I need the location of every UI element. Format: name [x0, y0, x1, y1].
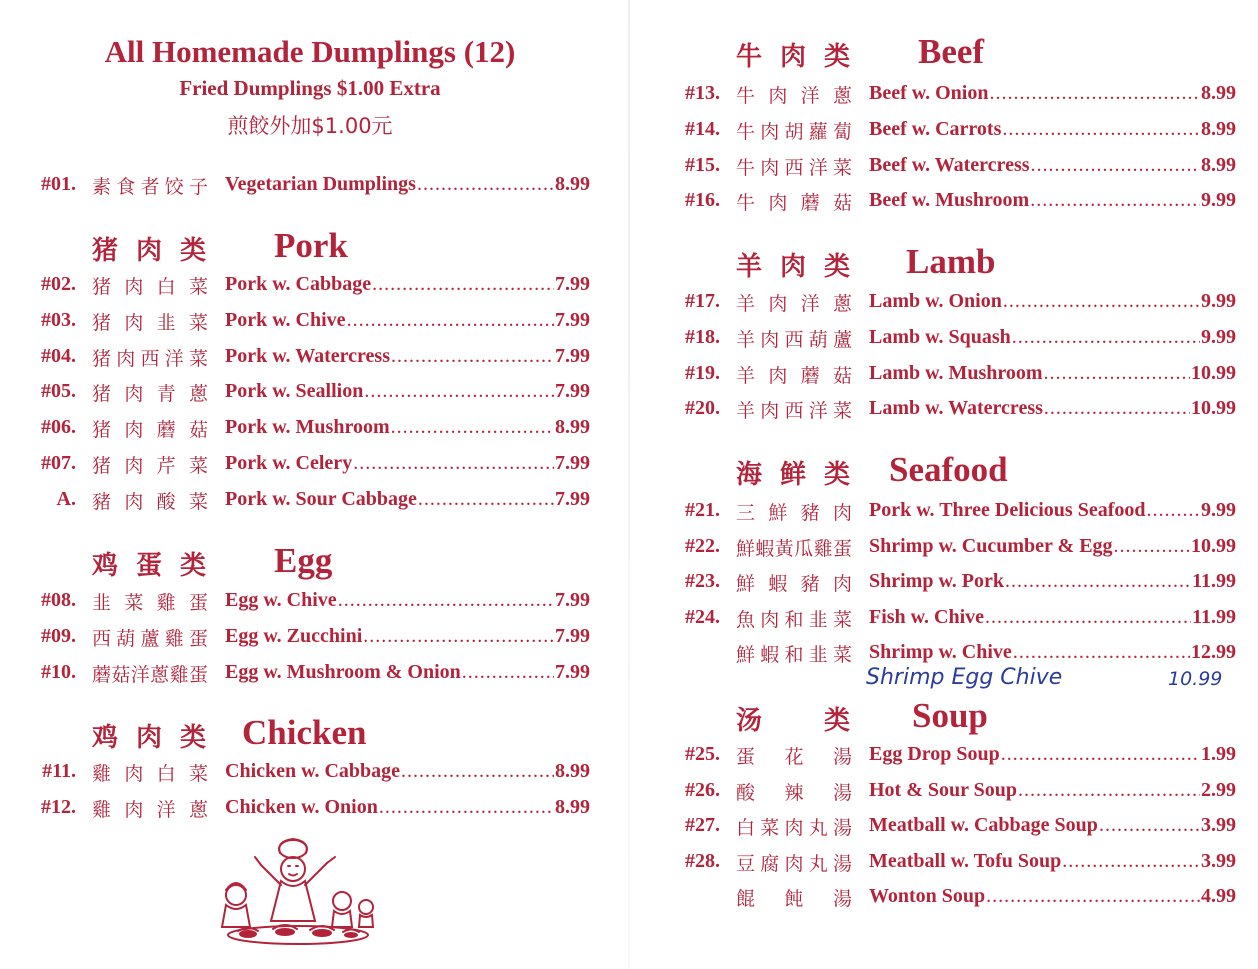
dot-leader: [1044, 397, 1190, 420]
menu-item: [30, 758, 590, 788]
item-price: 8.99: [1201, 82, 1236, 104]
item-chinese-name: 魚 肉 和 韭 菜: [736, 608, 852, 631]
item-english-name: Meatball w. Cabbage Soup: [869, 814, 1098, 837]
item-price: 7.99: [555, 624, 590, 647]
menu-item: [674, 848, 1236, 878]
item-english-name: Chicken w. Cabbage: [225, 760, 401, 782]
item-number: #06.: [41, 416, 76, 439]
menu-item: [30, 486, 590, 516]
menu-item: [674, 360, 1236, 390]
item-line: [869, 189, 1236, 212]
menu-item: [30, 414, 590, 444]
item-chinese-name: 酸 辣 湯: [736, 781, 852, 804]
item-number: A.: [56, 487, 76, 510]
item-english-name: Vegetarian Dumplings: [225, 173, 416, 195]
item-price: 11.99: [1192, 570, 1236, 593]
item-chinese-name: 素 食 者 饺 子: [92, 176, 208, 198]
item-price: 10.99: [1191, 534, 1236, 557]
item-line: [225, 625, 590, 648]
item-english-name: Beef w. Carrots: [869, 117, 1002, 140]
dot-leader: [1018, 779, 1200, 802]
item-number: #11.: [42, 760, 76, 782]
item-line: [869, 570, 1236, 593]
item-price: 9.99: [1201, 290, 1236, 312]
item-english-name: Pork w. Celery: [225, 452, 353, 474]
dot-leader: [1031, 154, 1200, 177]
menu-item: [674, 604, 1236, 634]
item-english-name: Pork w. Three Delicious Seafood: [869, 499, 1146, 521]
item-line: [225, 488, 590, 511]
item-line: [225, 589, 590, 612]
section-egg-title: Egg: [274, 541, 333, 580]
item-english-name: Beef w. Onion: [869, 82, 989, 104]
item-number: #08.: [41, 589, 76, 611]
menu-item: [30, 450, 590, 480]
item-chinese-name: 羊 肉 蘑 菇: [736, 364, 852, 387]
item-english-name: Beef w. Watercress: [869, 153, 1030, 176]
item-chinese-name: 猪 肉 蘑 菇: [92, 419, 208, 442]
item-number: #10.: [41, 660, 76, 683]
item-number: #18.: [685, 325, 720, 348]
item-price: 7.99: [555, 487, 590, 510]
dot-leader: [363, 625, 554, 648]
item-price: 7.99: [555, 273, 590, 295]
item-english-name: Meatball w. Tofu Soup: [869, 849, 1062, 872]
menu-subtitle: Fried Dumplings $1.00 Extra: [179, 76, 441, 100]
dot-leader: [391, 345, 554, 368]
item-price: 8.99: [555, 795, 590, 818]
menu-item: [30, 171, 590, 201]
item-english-name: Lamb w. Mushroom: [869, 361, 1043, 384]
item-chinese-name: 蘑 菇 洋 蔥 雞 蛋: [92, 663, 208, 686]
dot-leader: [379, 796, 554, 819]
item-price: 11.99: [1192, 605, 1236, 628]
item-line: [225, 380, 590, 403]
item-line: [869, 606, 1236, 629]
item-number: #01.: [41, 173, 76, 195]
item-number: #04.: [41, 344, 76, 367]
item-price: 8.99: [1201, 153, 1236, 176]
item-chinese-name: 猪 肉 白 菜: [92, 276, 208, 298]
item-english-name: Shrimp w. Chive: [869, 641, 1012, 664]
item-chinese-name: 牛 肉 西 洋 菜: [736, 156, 852, 179]
item-price: 7.99: [555, 660, 590, 683]
section-chicken-title: Chicken: [242, 713, 367, 752]
item-number: #20.: [685, 397, 720, 420]
item-number: #25.: [685, 743, 720, 765]
item-english-name: Fish w. Chive: [869, 605, 985, 628]
item-chinese-name: 猪 肉 青 蔥: [92, 383, 208, 406]
item-number: #22.: [685, 534, 720, 557]
dot-leader: [1044, 362, 1190, 385]
item-chinese-name: 牛 肉 蘑 菇: [736, 192, 852, 215]
menu-item: [30, 794, 590, 824]
item-price: 9.99: [1201, 499, 1236, 521]
handwritten-item: Shrimp Egg Chive: [866, 665, 1063, 690]
item-number: #02.: [41, 273, 76, 295]
item-number: #19.: [685, 361, 720, 384]
menu-item: [674, 777, 1236, 807]
item-english-name: Pork w. Seallion: [225, 380, 364, 403]
item-line: [869, 885, 1236, 908]
item-english-name: Shrimp w. Cucumber & Egg: [869, 534, 1113, 557]
item-line: [869, 499, 1236, 522]
menu-item: [674, 324, 1236, 354]
item-price: 7.99: [555, 589, 590, 611]
section-beef-title: Beef: [918, 32, 985, 71]
item-chinese-name: 牛 肉 洋 蔥: [736, 85, 852, 107]
dot-leader: [418, 488, 554, 511]
item-price: 10.99: [1191, 361, 1236, 384]
item-price: 2.99: [1201, 778, 1236, 801]
item-price: 12.99: [1191, 641, 1236, 664]
menu-item: [30, 378, 590, 408]
item-chinese-name: 三 鮮 豬 肉: [736, 502, 852, 524]
section-egg-chinese: 鸡 蛋 类: [92, 551, 206, 581]
chef-family-icon: [218, 835, 378, 947]
item-line: [869, 290, 1236, 313]
item-english-name: Lamb w. Onion: [869, 290, 1002, 312]
dot-leader: [462, 661, 554, 684]
item-english-name: Egg w. Mushroom & Onion: [225, 660, 461, 683]
item-number: #09.: [41, 624, 76, 647]
item-english-name: Pork w. Sour Cabbage: [225, 487, 417, 510]
item-english-name: Pork w. Chive: [225, 308, 346, 331]
item-line: [869, 326, 1236, 349]
item-price: 7.99: [555, 308, 590, 331]
item-line: [225, 661, 590, 684]
menu-item: [674, 533, 1236, 563]
section-pork-chinese: 猪 肉 类: [92, 236, 206, 266]
item-chinese-name: 蛋 花 湯: [736, 746, 852, 768]
item-chinese-name: 西 葫 蘆 雞 蛋: [92, 627, 208, 650]
item-price: 1.99: [1201, 743, 1236, 765]
item-english-name: Wonton Soup: [869, 885, 986, 908]
item-line: [225, 273, 590, 296]
item-chinese-name: 牛 肉 胡 蘿 蔔: [736, 120, 852, 143]
item-english-name: Lamb w. Squash: [869, 325, 1011, 348]
item-line: [869, 779, 1236, 802]
section-seafood-title: Seafood: [889, 450, 1008, 489]
item-number: #27.: [685, 814, 720, 837]
item-chinese-name: 羊 肉 西 洋 菜: [736, 400, 852, 423]
item-price: 8.99: [555, 416, 590, 439]
item-line: [869, 641, 1236, 664]
menu-item: [674, 395, 1236, 425]
dot-leader: [1001, 743, 1200, 766]
item-english-name: Lamb w. Watercress: [869, 397, 1043, 420]
dot-leader: [1005, 570, 1191, 593]
section-beef-chinese: 牛 肉 类: [736, 42, 850, 72]
menu-item: [30, 307, 590, 337]
item-chinese-name: 猪 肉 韭 菜: [92, 311, 208, 334]
dot-leader: [1002, 118, 1200, 141]
item-chinese-name: 豆 腐 肉 丸 湯: [736, 852, 852, 875]
item-line: [869, 362, 1236, 385]
item-english-name: Egg w. Chive: [225, 589, 337, 611]
item-line: [225, 452, 590, 475]
menu-item: [674, 741, 1236, 771]
dot-leader: [1062, 850, 1200, 873]
item-number: #17.: [685, 290, 720, 312]
section-seafood-chinese: 海 鲜 类: [736, 460, 850, 490]
item-chinese-name: 鮮 蝦 黃 瓜 雞 蛋: [736, 537, 852, 560]
item-number: #14.: [685, 117, 720, 140]
item-line: [869, 154, 1236, 177]
item-price: 8.99: [1201, 117, 1236, 140]
item-chinese-name: 雞 肉 白 菜: [92, 763, 208, 785]
item-line: [869, 743, 1236, 766]
item-english-name: Pork w. Mushroom: [225, 416, 390, 439]
item-price: 7.99: [555, 344, 590, 367]
item-chinese-name: 羊 肉 西 葫 蘆: [736, 328, 852, 351]
dot-leader: [985, 606, 1191, 629]
item-number: #23.: [685, 570, 720, 593]
section-soup-title: Soup: [912, 696, 988, 735]
menu-item: [674, 497, 1236, 527]
dot-leader: [989, 82, 1200, 105]
menu-item: [674, 116, 1236, 146]
dot-leader: [986, 885, 1200, 908]
item-chinese-name: 鮮 蝦 豬 肉: [736, 573, 852, 596]
item-english-name: Pork w. Watercress: [225, 344, 390, 367]
item-number: #05.: [41, 380, 76, 403]
section-soup-chinese: 汤 类: [736, 706, 850, 736]
item-line: [869, 850, 1236, 873]
item-number: #15.: [685, 153, 720, 176]
item-line: [225, 796, 590, 819]
item-chinese-name: 餛 飩 湯: [736, 888, 852, 911]
menu-item: [674, 80, 1236, 110]
item-number: #24.: [685, 605, 720, 628]
item-number: #28.: [685, 849, 720, 872]
dot-leader: [391, 416, 554, 439]
item-line: [225, 309, 590, 332]
item-chinese-name: 雞 肉 洋 蔥: [92, 798, 208, 821]
section-lamb-chinese: 羊 肉 类: [736, 252, 850, 282]
dot-leader: [1003, 290, 1200, 313]
item-line: [869, 535, 1236, 558]
menu-item: [674, 288, 1236, 318]
item-number: #07.: [41, 452, 76, 474]
page-fold: [628, 0, 630, 969]
dot-leader: [1114, 535, 1190, 558]
dot-leader: [1030, 189, 1200, 212]
item-price: 7.99: [555, 380, 590, 403]
item-line: [225, 760, 590, 783]
section-lamb-title: Lamb: [906, 242, 996, 281]
menu-item: [674, 152, 1236, 182]
dot-leader: [1099, 814, 1200, 837]
item-chinese-name: 鮮 蝦 和 韭 菜: [736, 644, 852, 667]
section-pork-title: Pork: [274, 226, 348, 265]
menu-item: [30, 343, 590, 373]
item-chinese-name: 猪 肉 芹 菜: [92, 455, 208, 477]
item-price: 8.99: [555, 760, 590, 782]
item-chinese-name: 白 菜 肉 丸 湯: [736, 817, 852, 840]
item-english-name: Beef w. Mushroom: [869, 189, 1030, 212]
item-number: #21.: [685, 499, 720, 521]
dot-leader: [417, 173, 554, 196]
item-line: [869, 118, 1236, 141]
item-price: 9.99: [1201, 189, 1236, 212]
item-english-name: Egg Drop Soup: [869, 743, 1000, 765]
item-price: 7.99: [555, 452, 590, 474]
item-price: 3.99: [1201, 814, 1236, 837]
dot-leader: [372, 273, 554, 296]
item-english-name: Hot & Sour Soup: [869, 778, 1018, 801]
dot-leader: [364, 380, 554, 403]
item-english-name: Chicken w. Onion: [225, 795, 378, 818]
item-number: #13.: [685, 82, 720, 104]
dot-leader: [401, 760, 554, 783]
menu-subtitle-chinese: 煎餃外加$1.00元: [227, 114, 393, 138]
item-price: 8.99: [555, 173, 590, 195]
item-english-name: Shrimp w. Pork: [869, 570, 1005, 593]
item-chinese-name: 羊 肉 洋 蔥: [736, 293, 852, 315]
item-number: #16.: [685, 189, 720, 212]
handwritten-price: 10.99: [1168, 668, 1223, 690]
menu-item: [674, 187, 1236, 217]
item-number: #03.: [41, 308, 76, 331]
dot-leader: [338, 589, 554, 612]
item-line: [225, 173, 590, 196]
item-english-name: Pork w. Cabbage: [225, 273, 372, 295]
item-chinese-name: 豬 肉 酸 菜: [92, 490, 208, 513]
item-line: [225, 416, 590, 439]
dot-leader: [347, 309, 554, 332]
menu-item: [674, 883, 1236, 913]
dot-leader: [1013, 641, 1190, 664]
dot-leader: [1012, 326, 1200, 349]
item-number: #26.: [685, 778, 720, 801]
item-line: [869, 397, 1236, 420]
item-price: 4.99: [1201, 885, 1236, 908]
dot-leader: [353, 452, 554, 475]
item-price: 10.99: [1191, 397, 1236, 420]
item-line: [869, 814, 1236, 837]
menu-item: [674, 568, 1236, 598]
section-chicken-chinese: 鸡 肉 类: [92, 723, 206, 753]
menu-item: [30, 659, 590, 689]
menu-title: All Homemade Dumplings (12): [104, 34, 516, 69]
item-number: #12.: [41, 795, 76, 818]
item-line: [225, 345, 590, 368]
item-chinese-name: 猪 肉 西 洋 菜: [92, 347, 208, 370]
menu-item: [30, 623, 590, 653]
item-chinese-name: 韭 菜 雞 蛋: [92, 592, 208, 614]
item-price: 9.99: [1201, 325, 1236, 348]
menu-item: [30, 271, 590, 301]
menu-item: [30, 587, 590, 617]
dot-leader: [1146, 499, 1200, 522]
item-english-name: Egg w. Zucchini: [225, 624, 363, 647]
item-price: 3.99: [1201, 849, 1236, 872]
menu-item: [674, 812, 1236, 842]
item-line: [869, 82, 1236, 105]
